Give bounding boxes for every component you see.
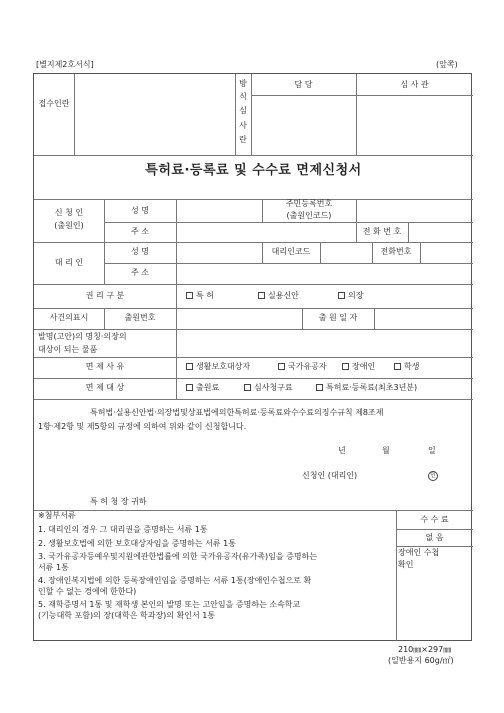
statement-line-1: 특허법·실용신안법·의장법및상표법에의한특허료·등록료와수수료의징수규칙 제8조제 bbox=[90, 408, 384, 417]
attachment-item: 3. 국가유공자등예우및지원에관한법률에 의한 국가유공자(유가족)임을 증명하는 bbox=[38, 552, 318, 561]
receipt-label: 접수인란 bbox=[38, 99, 70, 108]
reason-disabled-checkbox[interactable]: 장애인 bbox=[342, 362, 375, 372]
signer-label: 신청인 (대리인) bbox=[302, 471, 358, 480]
checkbox-icon bbox=[244, 384, 251, 391]
case-label: 사건의표시 bbox=[49, 313, 89, 322]
date-month-label: 월 bbox=[382, 446, 390, 455]
rights-utility-checkbox[interactable]: 실용신안 bbox=[258, 291, 299, 301]
attachment-item: 2. 생활보호법에 의한 보호대상자임을 증명하는 서류 1통 bbox=[38, 539, 236, 548]
exemption-reason-label: 면 제 사 유 bbox=[85, 362, 125, 371]
agent-phone-label: 전화번호 bbox=[380, 247, 412, 256]
checkbox-icon bbox=[278, 363, 285, 370]
exemption-target-label: 면 제 대 상 bbox=[85, 383, 125, 392]
agent-name-label: 성 명 bbox=[131, 247, 149, 256]
checkbox-icon bbox=[186, 384, 193, 391]
date-year-label: 년 bbox=[338, 446, 346, 455]
attachment-item: 1. 대리인의 경우 그 대리권을 증명하는 서류 1통 bbox=[38, 525, 208, 534]
statement-line-2: 1항·제2항 및 제5항의 규정에 의하여 위와 같이 신청합니다. bbox=[38, 422, 247, 431]
charge-header: 담 당 bbox=[294, 80, 313, 89]
reason-veteran-checkbox[interactable]: 국가유공자 bbox=[278, 362, 327, 372]
invention-object-label: 대상이 되는 물품 bbox=[38, 345, 98, 354]
checkbox-icon bbox=[338, 292, 345, 299]
disabled-confirm-label: 확인 bbox=[398, 560, 414, 569]
fee-label: 수 수 료 bbox=[420, 515, 449, 524]
target-registration-fee-checkbox[interactable]: 특허료·등록료(최초3년분) bbox=[316, 383, 417, 393]
application-form: 접수인란 방 식 심 사 란 담 당 심 사 관 특허료·등록료 및 수수료 면제신청서 신 청 인 (출원인) 성 명 주민등록번호 (출원인코드) 주 소 전 화 번 호 대 리 인 성 명 대리인코드 전화번호 주 소 권 리 구 분 특 허 실용신안 의장 사건의표시 출원번호 출 원 일 자 발명(고안)의 명칭·의장의 대상이 되는 물품 면 제 사 유 생활보호대상자 국가유공자 장애인 학생 면 제 대 상 출원료 심사청구료 특허료·등록료(최초3년분) 특허법·실용신안법·의장법및상표법에의한특허료·등록료와수수료의징수규칙 제8조제 1항·제2항 및 제5항의 규정에 의하여 위와 같이 신청합니다. 년 월 일 신청인 (대리인) 인 특 허 청 장 귀하 ※첨부서류 1. 대리인의 경우 그 대리권을 증명하는 서류 1통 2. 생활보호법에 의한 보호대상자임을 증명하는 서류 1통 3. 국가유공자등예우및지원에관한법률에 의한 국가유공자(유가족)임을 증명하는 서류 1통 4. 장애인복지법에 의한 등록장애인임을 증명하는 서류 1통(장애인수첩으로 확 인할 수 없는 경에에 한한다) 5. 재학증명서 1통 및 재학생 본인의 발명 또는 고안임을 증명하는 소속학교 (기능대학 포함)의 장(대학은 학과장)의 확인서 1통 수 수 료 없 음 장애인 수첩 확인 bbox=[33, 73, 472, 641]
reason-welfare-checkbox[interactable]: 생활보호대상자 bbox=[186, 362, 250, 372]
applicant-phone-label: 전 화 번 호 bbox=[362, 227, 402, 236]
checkbox-icon bbox=[394, 363, 401, 370]
invention-title-label: 발명(고안)의 명칭·의장의 bbox=[38, 332, 127, 341]
form-number: [별지제2호서식] bbox=[36, 60, 94, 69]
applicant-sublabel: (출원인) bbox=[54, 221, 84, 230]
target-application-fee-checkbox[interactable]: 출원료 bbox=[186, 383, 219, 393]
examiner-header: 심 사 관 bbox=[400, 80, 429, 89]
applicant-name-label: 성 명 bbox=[131, 206, 149, 215]
paper-type: (일반용지 60g/㎡) bbox=[388, 656, 454, 665]
application-number-label: 출원번호 bbox=[124, 313, 156, 322]
addressee: 특 허 청 장 귀하 bbox=[90, 497, 147, 506]
applicant-label: 신 청 인 bbox=[54, 208, 84, 217]
applicant-id-label: 주민등록번호 bbox=[285, 199, 333, 208]
form-title: 특허료·등록료 및 수수료 면제신청서 bbox=[145, 163, 362, 178]
applicant-code-label: (출원인코드) bbox=[286, 211, 332, 220]
rights-type-label: 권 리 구 분 bbox=[85, 291, 125, 300]
attachment-item: 5. 재학증명서 1통 및 재학생 본인의 발명 또는 고안임을 증명하는 소속학교 bbox=[38, 600, 301, 609]
attachment-item: (기능대학 포함)의 장(대학은 학과장)의 확인서 1통 bbox=[38, 611, 216, 620]
checkbox-icon bbox=[342, 363, 349, 370]
agent-address-label: 주 소 bbox=[131, 268, 149, 277]
fee-value: 없 음 bbox=[425, 533, 444, 542]
checkbox-icon bbox=[316, 384, 323, 391]
attachment-item: 4. 장애인복지법에 의한 등록장애인임을 증명하는 서류 1통(장애인수첩으로 확 bbox=[38, 576, 312, 585]
date-day-label: 일 bbox=[428, 446, 436, 455]
paper-size: 210㎜×297㎜ bbox=[398, 645, 452, 654]
attachment-item: 인할 수 없는 경에에 한한다) bbox=[38, 587, 137, 596]
application-date-label: 출 원 일 자 bbox=[318, 313, 358, 322]
page-side-label: (앞쪽) bbox=[436, 60, 458, 69]
attachment-item: 서류 1통 bbox=[38, 563, 69, 572]
rights-design-checkbox[interactable]: 의장 bbox=[338, 291, 363, 301]
checkbox-icon bbox=[186, 363, 193, 370]
seal-mark bbox=[428, 470, 438, 481]
target-exam-fee-checkbox[interactable]: 심사청구료 bbox=[244, 383, 293, 393]
disabled-card-check: 장애인 수첩 bbox=[398, 548, 440, 557]
seal-icon: 인 bbox=[428, 471, 438, 481]
applicant-address-label: 주 소 bbox=[131, 227, 149, 236]
reason-student-checkbox[interactable]: 학생 bbox=[394, 362, 419, 372]
rights-patent-checkbox[interactable]: 특 허 bbox=[186, 291, 214, 301]
attachments-heading: ※첨부서류 bbox=[38, 511, 76, 520]
agent-code-label: 대리인코드 bbox=[271, 247, 311, 256]
agent-label: 대 리 인 bbox=[54, 258, 84, 267]
checkbox-icon bbox=[186, 292, 193, 299]
checkbox-icon bbox=[258, 292, 265, 299]
